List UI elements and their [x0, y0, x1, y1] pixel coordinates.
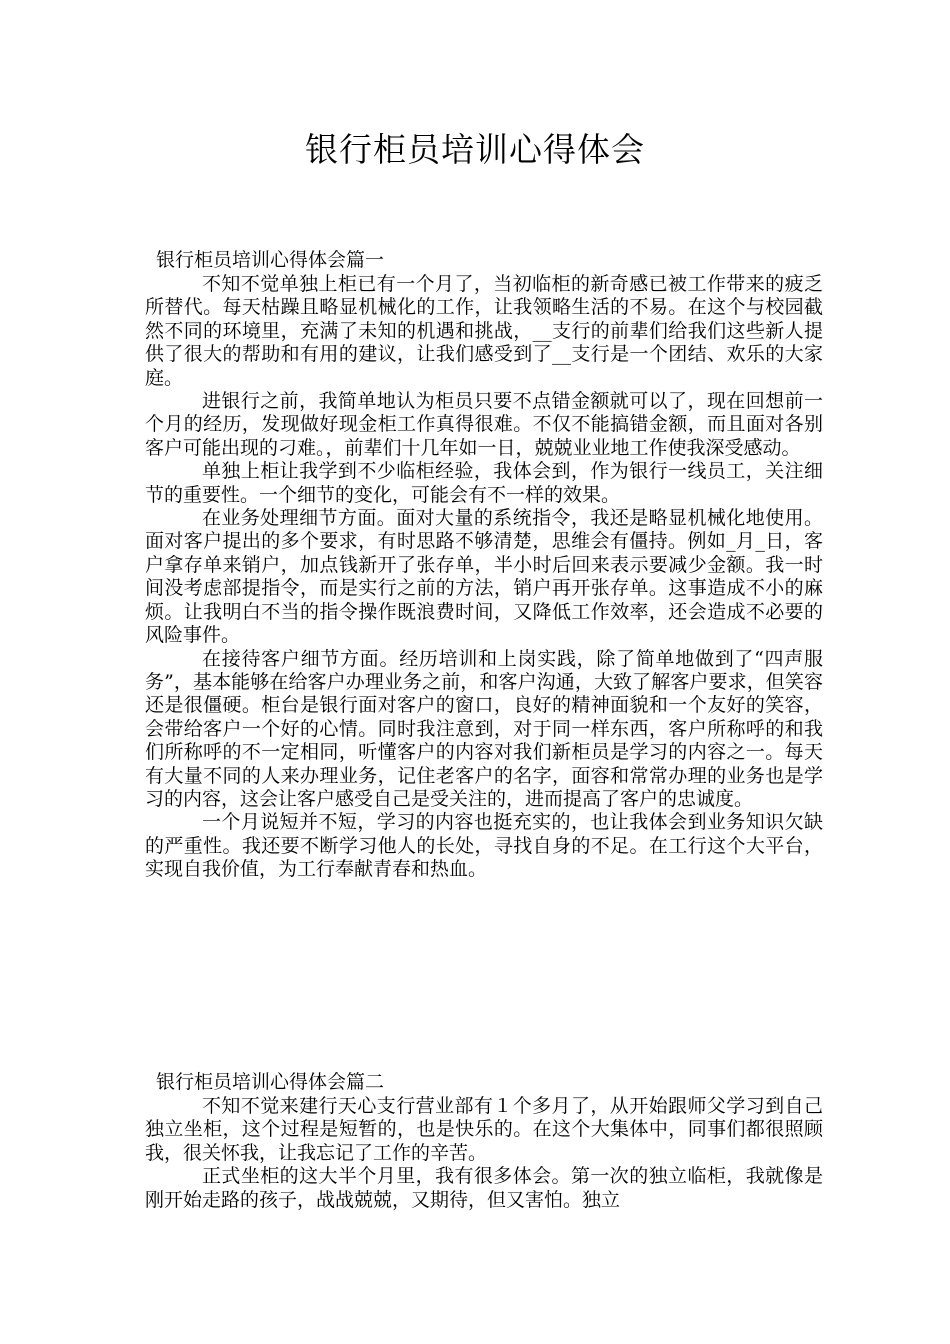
paragraph: 进银行之前，我简单地认为柜员只要不点错金额就可以了，现在回想前一个月的经历，发现做好现金柜工作真得很难。不仅不能搞错金额，而且面对各别客户可能出现的刁难。，前辈们十几年如一日，兢兢业业地工作使我深受感动。 — [145, 390, 823, 459]
paragraph: 不知不觉单独上柜已有一个月了，当初临柜的新奇感已被工作带来的疲乏所替代。每天枯躁且略显机械化的工作，让我领略生活的不易。在这个与校园截然不同的环境里，充满了未知的机遇和挑战，__支行的前辈们给我们这些新人提供了很大的帮助和有用的建议，让我们感受到了__支行是一个团结、欢乐的大家庭。 — [145, 273, 823, 389]
document-title: 银行柜员培训心得体会 — [305, 130, 645, 169]
paragraph: 正式坐柜的这大半个月里，我有很多体会。第一次的独立临柜，我就像是刚开始走路的孩子，战战兢兢，又期待，但又害怕。独立 — [145, 1165, 823, 1211]
paragraph: 一个月说短并不短，学习的内容也挺充实的，也让我体会到业务知识欠缺的严重性。我还要不断学习他人的长处，寻找自身的不足。在工行这个大平台，实现自我价值，为工行奉献青春和热血。 — [145, 811, 823, 881]
paragraph: 在接待客户细节方面。经历培训和上岗实践，除了简单地做到了“四声服务”，基本能够在给客户办理业务之前，和客户沟通，大致了解客户要求，但笑容还是很僵硬。柜台是银行面对客户的窗口，良好的精神面貌和一个友好的笑容，会带给客户一个好的心情。同时我注意到，对于同一样东西，客户所称呼的和我们所称呼的不一定相同，听懂客户的内容对我们新柜员是学习的内容之一。每天有大量不同的人来办理业务，记住老客户的名字，面容和常常办理的业务也是学习的内容，这会让客户感受自己是受关注的，进而提高了客户的忠诚度。 — [145, 647, 823, 810]
section-1 — [145, 247, 823, 882]
section-2 — [145, 1069, 823, 1212]
paragraph: 在业务处理细节方面。面对大量的系统指令，我还是略显机械化地使用。面对客户提出的多个要求，有时思路不够清楚，思维会有僵持。例如_月_日，客户拿存单来销户，加点钱新开了张存单，半小时后回来表示要减少金额。我一时间没考虑部提指令，而是实行之前的方法，销户再开张存单。这事造成不小的麻烦。让我明白不当的指令操作既浪费时间，又降低工作效率，还会造成不必要的风险事件。 — [145, 507, 823, 647]
paragraph: 不知不觉来建行天心支行营业部有１个多月了，从开始跟师父学习到自己独立坐柜，这个过程是短暂的，也是快乐的。在这个大集体中，同事们都很照顾我，很关怀我，让我忘记了工作的辛苦。 — [145, 1095, 823, 1164]
section-heading: 银行柜员培训心得体会篇二 — [156, 1071, 385, 1093]
section-heading: 银行柜员培训心得体会篇一 — [156, 249, 385, 271]
paragraph: 单独上柜让我学到不少临柜经验，我体会到，作为银行一线员工，关注细节的重要性。一个细节的变化，可能会有不一样的效果。 — [145, 460, 823, 506]
